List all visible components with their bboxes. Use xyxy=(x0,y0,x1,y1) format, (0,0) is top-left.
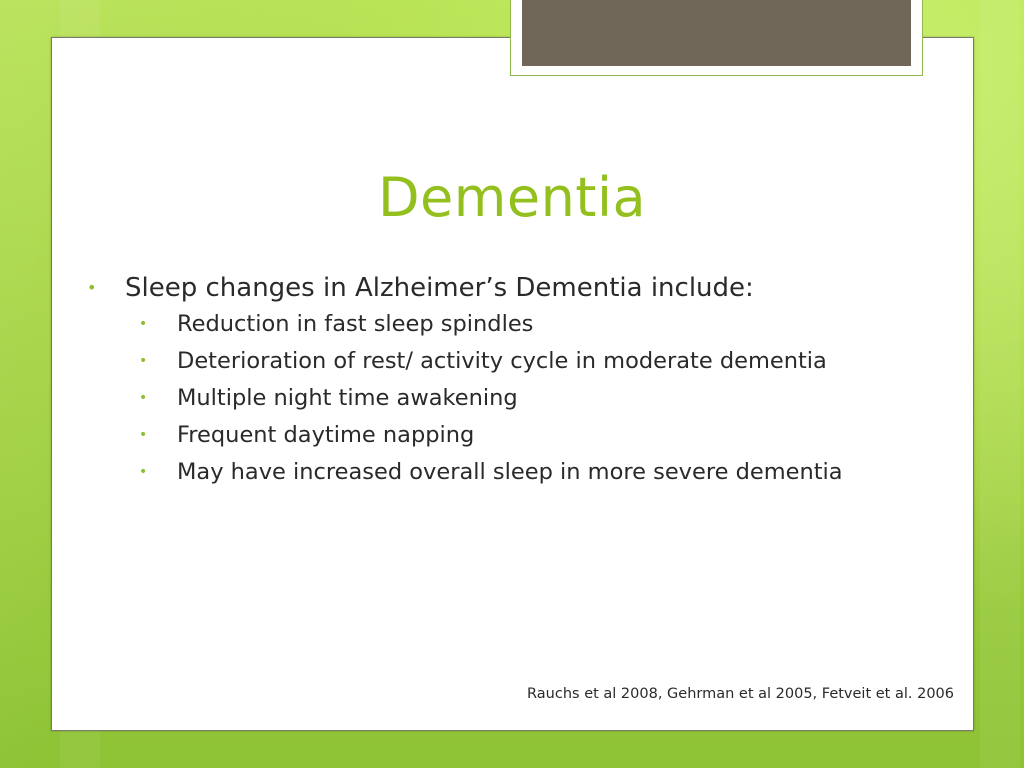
sub-list-container xyxy=(84,306,964,491)
list-item xyxy=(84,454,964,491)
list-item xyxy=(84,380,964,417)
bullet-icon: • xyxy=(139,316,148,332)
header-decoration xyxy=(510,0,923,76)
bullet-list xyxy=(84,270,964,491)
citation-text: Rauchs et al 2008, Gehrman et al 2005, Fetveit et al. 2006 xyxy=(527,686,954,702)
bullet-icon: • xyxy=(139,390,148,406)
sub-bullet-text: Deterioration of rest/ activity cycle in moderate dementia xyxy=(177,348,827,374)
background-stripe xyxy=(980,0,1020,768)
list-item xyxy=(84,343,964,380)
sub-bullet-text: May have increased overall sleep in more severe dementia xyxy=(177,459,843,485)
slide-title: Dementia xyxy=(377,166,647,229)
list-item xyxy=(84,417,964,454)
bullet-icon: • xyxy=(139,427,148,443)
sub-bullet-text: Multiple night time awakening xyxy=(177,385,518,411)
bullet-icon: • xyxy=(139,464,148,480)
sub-bullet-text: Frequent daytime napping xyxy=(177,422,475,448)
bullet-icon: • xyxy=(139,353,148,369)
header-decoration-bar xyxy=(522,0,911,66)
list-item xyxy=(84,270,964,306)
bullet-icon: • xyxy=(87,278,97,297)
list-item xyxy=(84,306,964,343)
sub-bullet-list xyxy=(84,306,964,491)
bullet-text: Sleep changes in Alzheimer’s Dementia include: xyxy=(125,273,754,303)
sub-bullet-text: Reduction in fast sleep spindles xyxy=(177,311,534,337)
